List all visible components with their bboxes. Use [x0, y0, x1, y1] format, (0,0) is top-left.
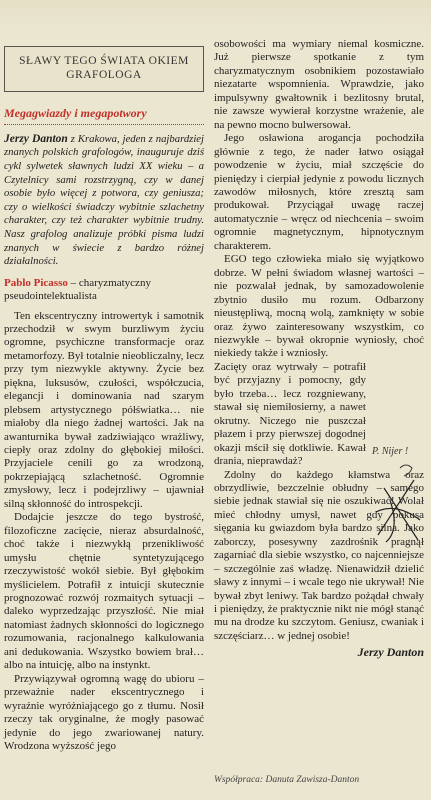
right-narrow-paragraph: Zacięty oraz wytrwały – potrafił być przyjazny i pomocny, gdy było trzeba… lecz rozgniewany, stawał się niemiłosierny, a nawet okrutny. Niczego nie puszczał płazem i przy pierwszej dogodnej okazji mścił się dotkliwie. Kawał drania, nieprawdaż?: [214, 360, 366, 468]
right-paragraph-2: Jego osławiona arogancja pochodziła głównie z tego, że nader łatwo osiągał powodzenie w życiu, miał szczęście do pieniędzy i cierpiał jedynie z powodu licznych zawodów miłosnych, które zresztą sam produkował. Przyciągał uwagę raczej automatycznie – wręcz od niechcenia – swoim ogromnie magnetycznym, hipnotycznym charakterem.: [214, 132, 424, 252]
right-paragraph-3: EGO tego człowieka miało się wyjątkowo dobrze. W pełni świadom własnej wartości – nie pozwalał jednak, by samozadowolenie zbytnio dusiło mu rozum. Odbarzony nieustępliwą, mocną wolą, zamknięty w sobie oraz żywo zainteresowany wszystkim, co niezwykłe – bywał okropnie wyniosły, choć niekiedy także i wzniosły.: [214, 253, 424, 360]
picasso-signature-sketch: [370, 440, 430, 555]
page-top-strip: [0, 0, 431, 28]
lead-author: Jerzy Danton: [4, 132, 68, 145]
lead-text: z Krakowa, jeden z najbardziej znanych polskich grafologów, inauguruje dziś cykl sylwetek sławnych ludzi XX wieku – a Czytelnicy sami rozstrzygną, czy w danej osobie było więcej z potwora, czy geniusza; czy o wielkości świadczy wybitnie szlachetny charakter, czy też charakter wybitnie trudny. Nasz grafolog analizuje próbki pisma ludzi znanych w świecie z bardzo różnej działalności.: [4, 132, 205, 268]
right-paragraph-1: osobowości ma wymiary niemal kosmiczne. Już pierwsze spotkanie z tym charyzmatycznym osobnikiem pozostawiało niezatarte wspomnienia. Wprawdzie, jako impulsywny gwałtownik i bezlitosny brutal, nie zawsze wywierał korzystne wrażenie, ale na pewno mocno bulwersował.: [214, 38, 424, 131]
article-title-line1: SŁAWY TEGO ŚWIATA OKIEM: [19, 55, 189, 67]
right-column: [214, 38, 424, 660]
left-column: [4, 46, 204, 753]
person-name: Pablo Picasso: [4, 276, 68, 289]
sketch-stroke-1: [400, 465, 412, 476]
sketch-handwriting: P. Nijer !: [372, 446, 409, 457]
sketch-stroke-2: [376, 480, 420, 542]
article-title-line2: GRAFOLOGA: [66, 69, 142, 82]
article-subtitle: Megagwiazdy i megapotwory: [4, 106, 204, 125]
left-paragraph-3: Przywiązywał ogromną wagę do ubioru – przeważnie nader ekscentrycznego i wyraźnie wyróżniającego go z tłumu. Nosił rzeczy tak oryginalne, że mogły pasować jedynie do jego zwariowanej natury. Wrodzona wyższość jego: [4, 672, 204, 752]
article-lead: [4, 133, 204, 269]
person-heading: [4, 277, 204, 304]
cooperation-credit: Współpraca: Danuta Zawisza-Danton: [214, 775, 360, 785]
right-final-paragraph: Zdolny do każdego kłamstwa oraz obrzydliwie, bezczelnie obłudny – samego siebie jednak stawiał się nie oszukiwać! Wolał mieć chłodny umysł, nawet gdy pokusa sięgania ku gwiazdom była bardzo silna. Jako zaborczy, posesywny zazdrośnik pragnął zagarniać dla siebie wszystko, co najcenniejsze – szczególnie zaś władzę. Nienawidził dzielić sławy z innymi – i wcale tego nie ukrywał! Nie bywał zbyt leniwy. Tak bardzo pożądał chwały i pieniędzy, że praktycznie nikt nie mógł stanąć mu na drodze ku szczytom. Geniusz, cwaniak i szczęściarz… w jednej osobie!: [214, 468, 424, 642]
article-header-box: [4, 46, 204, 92]
article-signature: Jerzy Danton: [357, 645, 424, 660]
left-paragraph-2: Dodajcie jeszcze do tego bystrość, filozoficzne zacięcie, nieraz absurdalność, choć także i niezwykłą przenikliwość umysłu chętnie syntetyzującego rzeczywistość wokół siebie. Był głębokim myślicielem. Potrafił z intuicji skutecznie prognozować rozwój rozmaitych sytuacji – daleko wyprzedzając przyszłość. Nie miał natomiast żadnych skłonności do logicznego rozumowania, racjonalnego kalkulowania ani dedukowania. Wszystko bowiem brał… albo na intuicję, albo na instynkt.: [4, 511, 204, 672]
person-description: – charyzmatyczny pseudointelektualista: [4, 276, 151, 303]
left-paragraph-1: Ten ekscentryczny introwertyk i samotnik przechodził w swym burzliwym życiu ogromne, psychiczne transformacje oraz metamorfozy. Był totalnie nieobliczalny, lecz przy tym niezwykle aktywny. Życie bez piękna, luksusów, czułości, współczucia, elegancji i dominowania nad szarym plebsem artystycznego półświatka… nie miałoby dla niego żadnej wartości. Jak na awanturnika bywał zadziwiająco wrażliwy, ciepły oraz zdolny do głębokiej miłości. Przyjaciele cenili go za wrodzoną, pokrzepiającą szlachetność. Ogromnie zmysłowy, lecz i podejrzliwy – ujawniał silną skłonność do introspekcji.: [4, 309, 204, 510]
